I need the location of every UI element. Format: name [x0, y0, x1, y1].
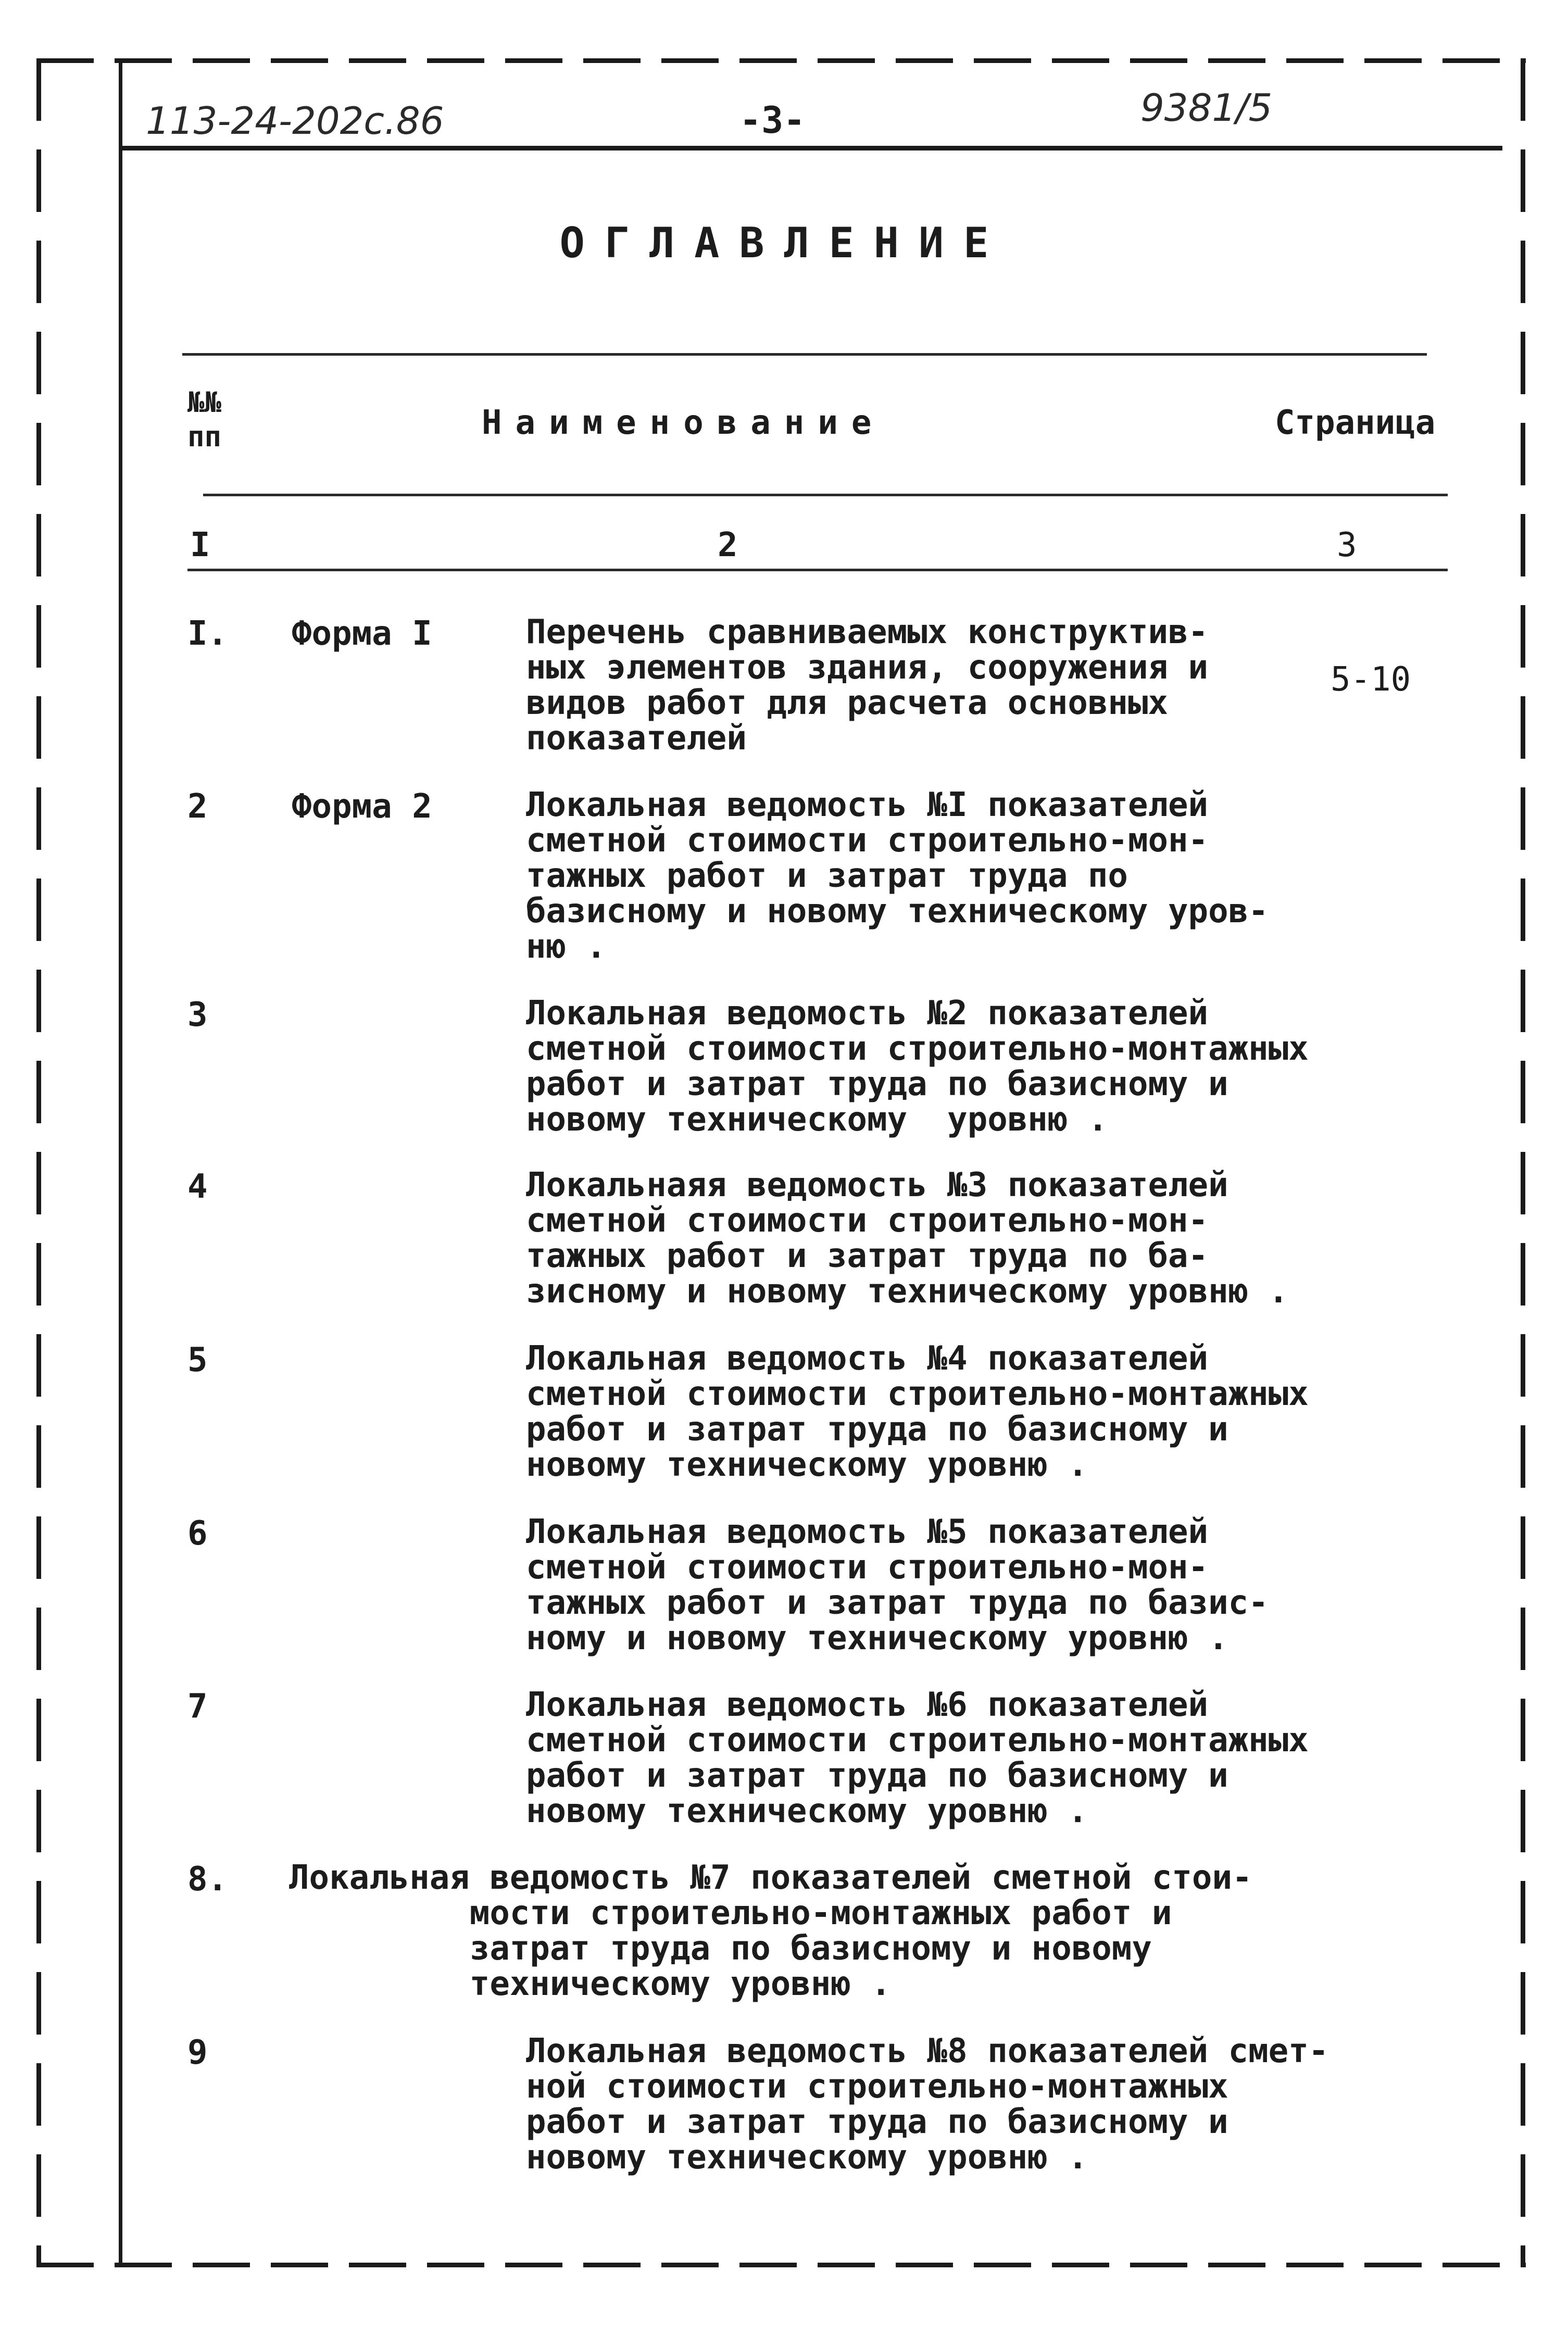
entry-text: Локальная ведомость №8 показателей смет- ной стоимости строительно-монтажных работ и затрат труда по базисному и новому техническому уровню . [526, 2032, 1329, 2177]
column-index-page: 3 [1337, 526, 1357, 564]
entry-number: I. [187, 614, 228, 653]
entry-text: Локальная ведомость №4 показателей сметной стоимости строительно-монтажных работ и затрат труда по базисному и новому техническому уровню . [526, 1339, 1309, 1484]
entry-form: Форма I [292, 614, 432, 653]
entry-text: Локальная ведомость №7 показателей сметной стои- мости строительно-монтажных работ и затрат труда по базисному и новому техническому уровню . [289, 1859, 1252, 2003]
entry-text: Локальная ведомость №6 показателей сметной стоимости строительно-монтажных работ и затрат труда по базисному и новому техническому уровню . [526, 1686, 1309, 1830]
entry-page-range: 5-10 [1331, 660, 1411, 699]
page-marker: -3- [739, 99, 806, 142]
frame-right-border [1521, 58, 1525, 2266]
binding-margin-line [119, 58, 122, 2266]
table-header-rule [203, 494, 1448, 496]
page-title: ОГЛАВЛЕНИЕ [559, 219, 1009, 267]
table-index-rule [187, 569, 1448, 571]
entry-number: 5 [187, 1341, 208, 1379]
table-top-rule [182, 353, 1427, 356]
entry-text: Локальнаяя ведомость №3 показателей сметной стоимости строительно-мон- тажных работ и затрат труда по ба- зисному и новому техническому уровню . [526, 1166, 1289, 1311]
entry-number: 2 [187, 787, 208, 826]
column-header-number: №№ пп [187, 386, 222, 453]
document-number: 9381/5 [1140, 86, 1273, 130]
column-index-name: 2 [718, 526, 738, 564]
entry-number: 6 [187, 1514, 208, 1553]
entry-number: 7 [187, 1687, 208, 1726]
entry-number: 3 [187, 996, 208, 1034]
frame-left-border [36, 58, 41, 2266]
frame-bottom-border [36, 2263, 1526, 2267]
entry-text: Перечень сравниваемых конструктив- ных элементов здания, сооружения и видов работ для расчета основных показателей [526, 613, 1209, 758]
entry-form: Форма 2 [292, 787, 432, 826]
entry-text: Локальная ведомость №I показателей сметной стоимости строительно-мон- тажных работ и затрат труда по базисному и новому техническому уров- ню . [526, 786, 1269, 966]
entry-text: Локальная ведомость №2 показателей сметной стоимости строительно-монтажных работ и затрат труда по базисному и новому техническому уровню . [526, 994, 1309, 1139]
entry-number: 9 [187, 2034, 208, 2072]
document-code: 113-24-202с.86 [146, 99, 444, 143]
entry-text: Локальная ведомость №5 показателей сметной стоимости строительно-мон- тажных работ и затрат труда по базис- ному и новому техническому уровню . [526, 1513, 1269, 1658]
column-header-page: Страница [1275, 404, 1436, 442]
entry-number: 8. [187, 1860, 228, 1899]
header-underline [122, 146, 1502, 150]
column-header-name: Наименование [482, 404, 885, 442]
entry-number: 4 [187, 1168, 208, 1206]
column-index-number: I [190, 526, 210, 564]
frame-top-border [36, 58, 1526, 63]
